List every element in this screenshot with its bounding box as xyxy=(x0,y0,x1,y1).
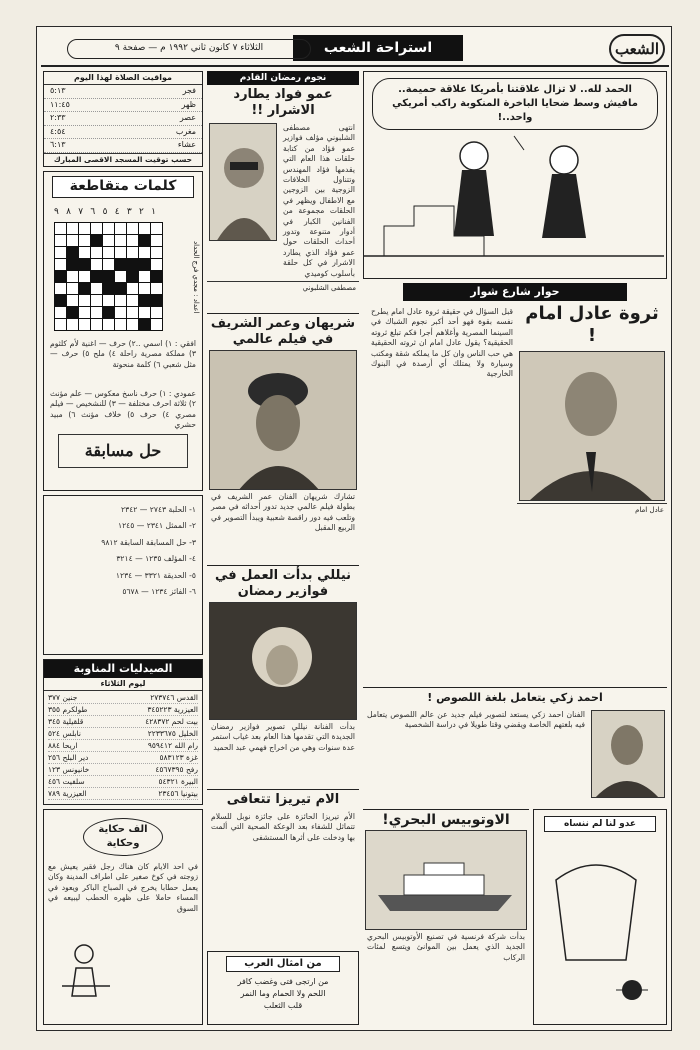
crossword-cell xyxy=(103,319,114,330)
prayer-time: ٢:٣٣ xyxy=(50,113,66,122)
crossword-cell xyxy=(151,283,162,294)
prayer-rows xyxy=(44,85,202,153)
crossword-number: ٨ xyxy=(66,207,71,217)
crossword-cell xyxy=(91,295,102,306)
caricature-title: عدو لنا لم ننساه xyxy=(544,816,656,832)
pharmacy-entry: دير البلح ٢٥٦ xyxy=(48,753,89,762)
boat-icon xyxy=(365,831,526,930)
pharmacy-row xyxy=(48,704,198,716)
crossword-cell xyxy=(55,235,66,246)
crossword-cell xyxy=(127,235,138,246)
crossword-cell xyxy=(127,295,138,306)
sea-bus-article xyxy=(363,809,529,1025)
crossword-cell xyxy=(115,259,126,270)
crossword-cell xyxy=(67,235,78,246)
proverb-line: من ارتجى فتى وغضب كافر xyxy=(237,977,329,986)
crossword-cell xyxy=(103,259,114,270)
crossword-cell xyxy=(55,271,66,282)
proverbs-title: من امثال العرب xyxy=(226,956,340,972)
pharmacy-entry: خانيونس ١٢٣ xyxy=(48,765,90,774)
nelly-headline: نيللي بدأت العمل في فوازير رمضان xyxy=(214,568,352,599)
nelly-article xyxy=(207,565,359,787)
proverbs-box xyxy=(207,951,359,1025)
nelly-text: بدأت الفنانة نيللي تصوير فوازير رمضان الجديدة التي تقدمها هذا العام بعد غياب استمر عدة سنوات وهي من اخراج فهمي عبد الحميد xyxy=(211,722,355,752)
crossword-cell xyxy=(115,295,126,306)
crossword-cell xyxy=(127,319,138,330)
pharmacy-entry: بيت لحم ٤٢٨٣٧٢ xyxy=(145,717,198,726)
crossword-cell xyxy=(103,247,114,258)
pharmacies-title: الصيدليات المناوبة xyxy=(44,660,202,678)
pharmacies-sub: ليوم الثلاثاء xyxy=(44,678,202,691)
newspaper-page xyxy=(36,26,672,1031)
pharmacy-entry: طولكرم ٣٥٥ xyxy=(48,705,88,714)
crossword-cell xyxy=(151,271,162,282)
cherihane-photo xyxy=(209,350,357,490)
riddle-line: ١- الحلبة ٢٧٤٣ — ٢٣٤٢ xyxy=(121,505,196,514)
prayer-time: ١١:٤٥ xyxy=(50,99,70,109)
crossword-cell xyxy=(151,235,162,246)
pharmacy-entry: قلقيلية ٣٤٥ xyxy=(48,717,84,726)
caricature-box xyxy=(533,809,667,1025)
riddle-line: ٥- الحديقة ٣٣٢١ — ١٢٣٤ xyxy=(115,570,196,580)
story-box xyxy=(43,809,203,1025)
crossword-cell xyxy=(67,283,78,294)
riddle-line: ٤- المؤلف ١٢٣٥ — ٣٢١٤ xyxy=(116,554,196,564)
pharmacies-box xyxy=(43,659,203,805)
crossword-number: ٤ xyxy=(114,207,120,217)
crossword-cell xyxy=(91,271,102,282)
crossword-cell xyxy=(139,319,150,330)
crossword-cell xyxy=(79,223,90,234)
crossword-cell xyxy=(139,283,150,294)
prayer-name: مغرب xyxy=(175,126,196,136)
ahmed-zaki-photo xyxy=(591,710,665,798)
riddle-line: ٣- حل المسابقة السابقة ٩٨١٢ xyxy=(101,537,196,547)
proverb-lines xyxy=(208,976,358,1012)
crossword-cell xyxy=(139,259,150,270)
crossword-cell xyxy=(103,223,114,234)
crossword-cell xyxy=(67,223,78,234)
crossword-cell xyxy=(91,307,102,318)
mostafa-photo xyxy=(209,123,277,241)
crossword-cell xyxy=(103,283,114,294)
pharmacy-row xyxy=(48,776,198,788)
nelly-photo xyxy=(209,602,357,720)
crossword-cell xyxy=(139,295,150,306)
crossword-cell xyxy=(91,319,102,330)
crossword-number: ٧ xyxy=(78,207,84,217)
boy-writing-illustration xyxy=(54,940,114,1000)
crossword-cell xyxy=(79,307,90,318)
pharmacy-row xyxy=(48,752,198,764)
crossword-cell xyxy=(67,307,78,318)
interview-caption: عادل امام xyxy=(517,503,667,517)
crossword-cell xyxy=(79,319,90,330)
riddle-lines xyxy=(44,496,202,606)
crossword-number: ١ xyxy=(151,207,156,217)
crossword-number: ٦ xyxy=(90,207,96,217)
prayer-name: عشاء xyxy=(177,140,196,149)
pharmacy-entry: جنين ٣٧٧ xyxy=(48,693,78,702)
crossword-cell xyxy=(139,271,150,282)
pharmacy-entry: العيزرية ٣٤٥٢٢٣ xyxy=(147,705,198,714)
pharmacy-entry: سلفيت ٤٥٦ xyxy=(48,777,85,786)
prayer-row xyxy=(44,126,202,140)
cartoon-drawing xyxy=(364,126,664,276)
crossword-cell xyxy=(115,319,126,330)
pharmacy-row xyxy=(48,692,198,704)
dateline: الثلاثاء ٧ كانون ثاني ١٩٩٢ م — صفحة ٩ xyxy=(67,39,311,59)
crossword-cell xyxy=(139,247,150,258)
crossword-cell xyxy=(115,235,126,246)
crossword-cell xyxy=(115,247,126,258)
cherihane-headline: شريهان وعمر الشريف في فيلم عالمي xyxy=(210,316,356,347)
story-title: الف حكاية وحكاية xyxy=(83,818,163,856)
ahmed-zaki-text: الفنان احمد زكي يستعد لتصوير فيلم جديد عن عالم اللصوص يتعامل فيه بلغتهم الخاصة ويقضي وقتا طويلا في دراسة الشخصية xyxy=(367,710,585,730)
pharmacy-row xyxy=(48,740,198,752)
crossword-cell xyxy=(127,247,138,258)
proverb-line: اللحم ولا الحمام وما النمر xyxy=(240,989,326,998)
masthead xyxy=(41,31,669,67)
ramadan-headline: عمو فواد يطارد الاشرار !! xyxy=(233,87,333,118)
riddle-line: ٦- الفائز ١٢٣٤ — ٥٦٧٨ xyxy=(122,587,196,597)
pharmacy-row xyxy=(48,728,198,740)
pharmacy-entry: نابلس ٥٢٤ xyxy=(48,729,81,738)
crossword-cell xyxy=(115,271,126,282)
cherihane-text: تشارك شريهان الفنان عمر الشريف في بطولة فيلم عالمي جديد تدور أحداثه في مصر وتلعب فيه دور راقصة شعبية ويبدأ التصوير في الربيع المقبل xyxy=(211,492,355,533)
pharmacy-entry: القدس ٢٧٣٧٤٦ xyxy=(150,693,198,702)
interview-text: قبل السؤال في حقيقة ثروة عادل امام يطرح نفسه بقوة فهو أحد أكبر نجوم الشباك في السينما المصرية وأغلاهم أجرا فكم تبلغ ثروته الحقيقية؟ يقول عادل امام ان ثروته الحقيقية هي حب الناس وان كل ما يملكه شقة ومكتب وسيارة ولا يمتلك أي أرصدة في البنوك الخارجية xyxy=(371,307,513,379)
newspaper-logo: الشعب xyxy=(609,34,665,64)
prayer-times-box xyxy=(43,71,203,167)
story-text: في احد الايام كان هناك رجل فقير يعيش مع زوجته في كوخ صغير على اطراف المدينة وكان يعمل حطابا يخرج في الصباح الباكر ويعود في المساء حاملا على ظهره الحطب ليبيعه في السوق xyxy=(48,862,198,913)
crossword-cell xyxy=(55,247,66,258)
teresa-headline: الام تيريزا تتعافى xyxy=(226,792,340,807)
crossword-cell xyxy=(127,307,138,318)
crossword-cell xyxy=(79,295,90,306)
crossword-cell xyxy=(91,247,102,258)
crossword-cell xyxy=(91,223,102,234)
crossword-number: ٥ xyxy=(102,207,108,217)
pharmacy-entry: اريحا ٨٨٤ xyxy=(48,741,78,750)
crossword-cell xyxy=(67,271,78,282)
adel-imam-interview xyxy=(363,283,667,683)
cartoon-box xyxy=(363,71,667,279)
crossword-cell xyxy=(139,235,150,246)
crossword-cell xyxy=(151,247,162,258)
interview-headline: ثروة عادل امام ! xyxy=(525,303,659,346)
teresa-article xyxy=(207,789,359,949)
caricature-drawing xyxy=(536,840,666,1020)
crossword-cell xyxy=(151,223,162,234)
prayer-row xyxy=(44,85,202,99)
crossword-cell xyxy=(79,271,90,282)
riddles-answers-box xyxy=(43,495,203,655)
crossword-cell xyxy=(79,235,90,246)
section-banner: استراحة الشعب xyxy=(293,35,463,61)
woman-portrait-icon xyxy=(209,603,356,720)
crossword-cell xyxy=(91,259,102,270)
prayer-row xyxy=(44,139,202,153)
pharmacy-entry: غزة ٥٨٣١٢٣ xyxy=(159,753,198,762)
crossword-cell xyxy=(103,295,114,306)
prayer-time: ٦:١٣ xyxy=(50,140,66,149)
crossword-cell xyxy=(115,223,126,234)
crossword-cell xyxy=(151,319,162,330)
woman-portrait-icon xyxy=(209,351,356,490)
interview-kicker: حوار شارع شوار xyxy=(403,283,627,301)
crossword-title: كلمات متقاطعة xyxy=(52,176,194,198)
pharmacy-entry: بيتونيا ٢٣٤٥٦ xyxy=(158,789,198,798)
crossword-cell xyxy=(55,223,66,234)
pharmacy-entry: العيزرية ٧٨٩ xyxy=(48,789,87,798)
sea-bus-photo xyxy=(365,830,527,930)
pharmacy-entry: البيرة ٥٤٣٢١ xyxy=(158,777,198,786)
prayer-name: ظهر xyxy=(181,99,196,109)
prayer-row xyxy=(44,99,202,113)
crossword-author: اعداد : مجدي فرج الحداد xyxy=(192,240,200,314)
crossword-cell xyxy=(127,223,138,234)
crossword-cell xyxy=(115,307,126,318)
ahmed-zaki-headline: احمد زكي يتعامل بلغة اللصوص ! xyxy=(427,691,603,704)
crossword-cell xyxy=(67,295,78,306)
crossword-cell xyxy=(139,307,150,318)
pharmacy-row xyxy=(48,716,198,728)
crossword-cell xyxy=(115,283,126,294)
pharmacy-entry: رفح ٤٥٦٧٣٩٥ xyxy=(155,765,198,774)
crossword-cell xyxy=(55,319,66,330)
crossword-grid xyxy=(54,222,163,331)
crossword-cell xyxy=(79,283,90,294)
man-portrait-icon xyxy=(591,711,664,798)
pharmacy-entry: الخليل ٢٢٣٣٦٧٥ xyxy=(147,729,198,738)
sea-bus-text: بدأت شركة فرنسية في تصنيع الأوتوبيس البحري الجديد الذي يعمل بين الموانئ ويتسع لمئات الركاب xyxy=(367,932,525,962)
crossword-clues-down: عمودي : ١) حرف ناسخ معكوس — علم مؤنث ٢) ثلاثة احرف مختلفة — ٣) للنشخيص — فيلم مصري ٤) حرف ٥) خلاف مؤنث ٦) مبيد حشري xyxy=(50,389,196,430)
pharmacy-row xyxy=(48,788,198,800)
crossword-cell xyxy=(67,247,78,258)
crossword-cell xyxy=(139,223,150,234)
ramadan-kicker: نجوم رمضان القادم xyxy=(207,71,359,85)
crossword-cell xyxy=(79,247,90,258)
ahmed-zaki-article xyxy=(363,687,667,807)
crossword-number: ٢ xyxy=(138,207,144,217)
portrait-icon xyxy=(210,124,277,241)
prayer-time: ٤:٥٤ xyxy=(50,126,66,136)
prayer-name: فجر xyxy=(182,86,196,95)
teresa-text: الأم تيريزا الحائزة على جائزة نوبل للسلام تتماثل للشفاء بعد الوعكة الصحية التي ألمت بها ودخلت على أثرها المستشفى xyxy=(211,812,355,842)
crossword-cell xyxy=(127,259,138,270)
crossword-number: ٣ xyxy=(126,207,132,217)
crossword-cell xyxy=(79,259,90,270)
crossword-cell xyxy=(127,283,138,294)
crossword-cell xyxy=(151,295,162,306)
pharmacy-entry: رام الله ٩٥٩٤١٢ xyxy=(147,741,198,750)
crossword-cell xyxy=(103,307,114,318)
crossword-cell xyxy=(103,235,114,246)
ramadan-article xyxy=(207,71,359,311)
crossword-cell xyxy=(91,235,102,246)
prayer-time: ٥:١٣ xyxy=(50,86,66,95)
riddles-banner: حل مسابقة xyxy=(58,434,188,468)
crossword-cell xyxy=(151,307,162,318)
prayer-row xyxy=(44,112,202,126)
crossword-cell xyxy=(151,259,162,270)
prayer-title: مواقيت الصلاة لهذا اليوم xyxy=(44,72,202,85)
ramadan-caption: مصطفى الشلبوني xyxy=(207,281,359,295)
crossword-cell xyxy=(55,259,66,270)
crossword-box xyxy=(43,171,203,491)
sea-bus-headline: الاوتوبيس البحري! xyxy=(382,812,510,828)
crossword-cell xyxy=(55,283,66,294)
ramadan-text: انتهى مصطفى الشلبوني مؤلف فوازير عمو فؤاد من كتابة حلقات هذا العام التي يقدمها فؤاد المهندس وتتناول الخلافات الزوجية بين الزوجين مع الاطفال ويظهر في الحلقات مجموعة من الفنانين الكبار في أدوار متنوعة وتدور أحداث الحلقات حول عمو فؤاد الذي يطارد الاشرار في كل حلقة بأسلوب كوميدي xyxy=(283,123,355,278)
cartoon-speech-bubble: الحمد لله.. لا تزال علاقتنا بأمريكا علاقة حميمة.. مافيش وسط ضحايا الباخرة المنكوبة راكب أمريكي واحد..! xyxy=(372,78,658,130)
crossword-cell xyxy=(91,283,102,294)
crossword-cell xyxy=(67,319,78,330)
cherihane-article xyxy=(207,313,359,563)
crossword-cell xyxy=(103,271,114,282)
crossword-number: ٩ xyxy=(54,207,59,217)
pharmacy-row xyxy=(48,764,198,776)
riddle-line: ٢- الممثل ٢٣٤١ — ١٢٤٥ xyxy=(118,521,196,531)
crossword-cell xyxy=(127,271,138,282)
crossword-clues-across: افقي : ١) اسمي ..٢) حرف — اغنية لأم كلثوم ٣) مملكة مصرية راحلة ٤) ملح ٥) حرف — مثل شعبي ٦) كلمة منحوتة xyxy=(50,339,197,369)
prayer-note: حسب توقيت المسجد الاقصى المبارك xyxy=(44,153,202,166)
adel-imam-photo xyxy=(519,351,665,501)
crossword-column-numbers xyxy=(54,207,156,217)
crossword-cell xyxy=(55,295,66,306)
man-portrait-icon xyxy=(519,352,664,501)
crossword-cell xyxy=(55,307,66,318)
prayer-name: عصر xyxy=(179,113,196,122)
pharmacies-list xyxy=(44,691,202,801)
crossword-cell xyxy=(67,259,78,270)
proverb-line: قلب الثعلب xyxy=(263,1001,303,1010)
